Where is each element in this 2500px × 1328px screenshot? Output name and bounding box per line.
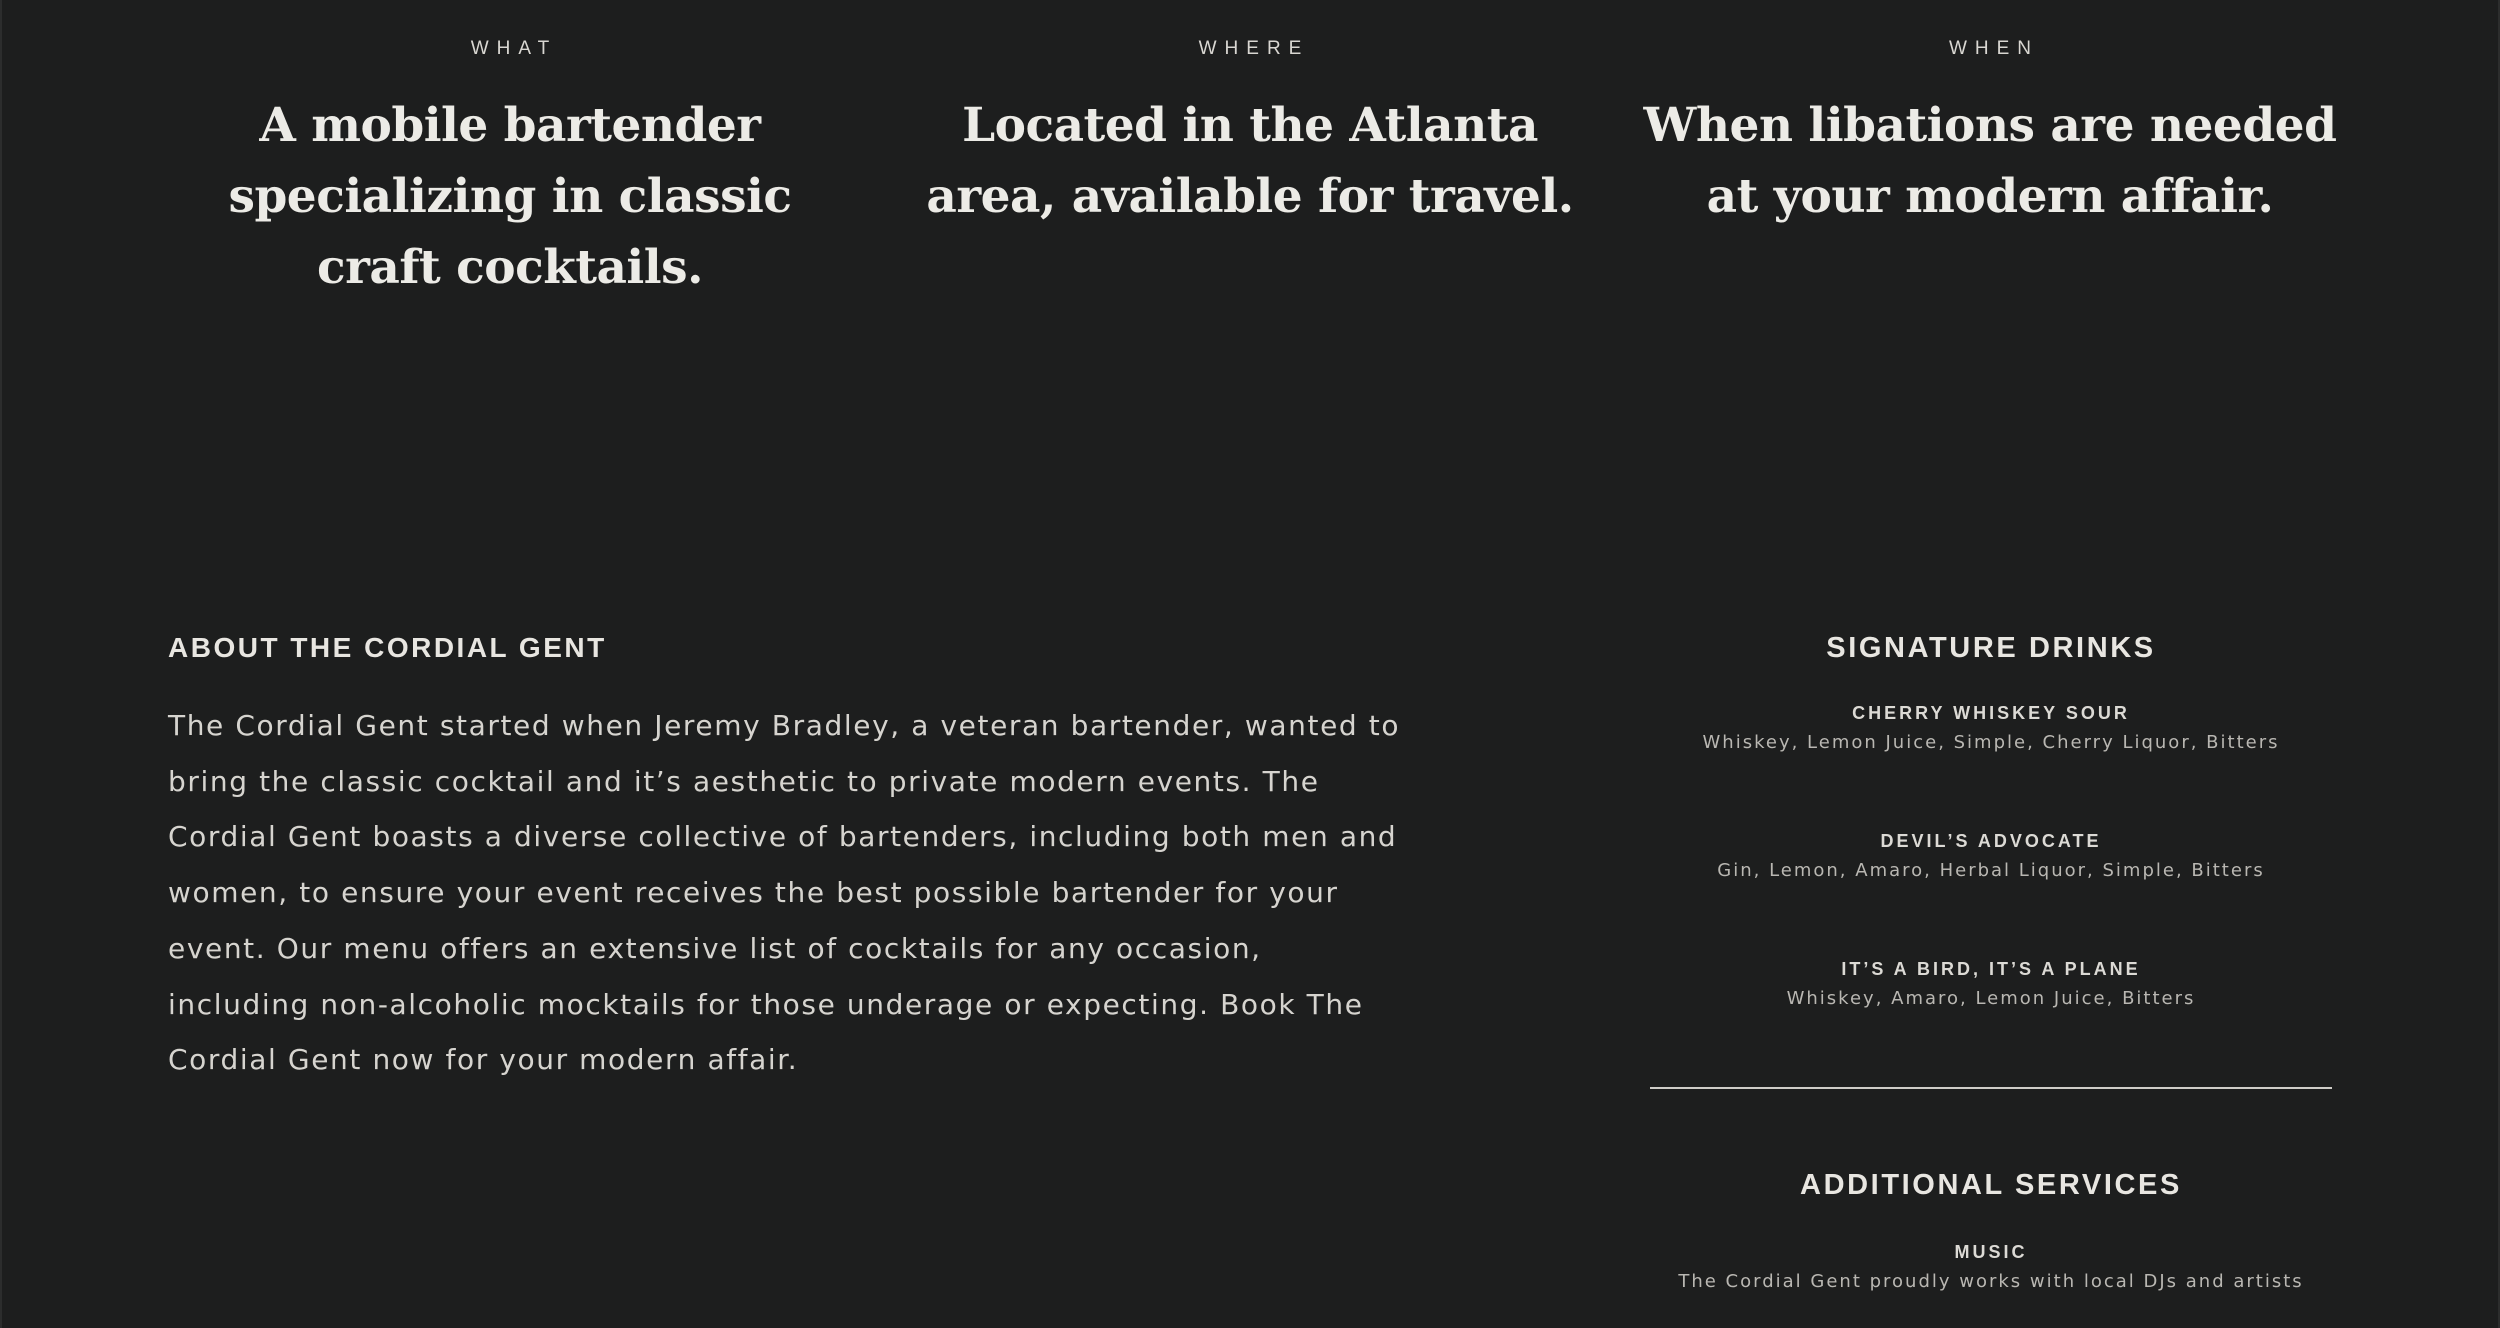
service-item (1650, 1240, 2332, 1294)
what-eyebrow: WHAT (470, 38, 558, 59)
left-frame-edge (0, 0, 2, 1328)
service-description: The Cordial Gent proudly works with local DJs and artists (1678, 1271, 2304, 1292)
intro-what (160, 38, 860, 303)
drink-name: DEVIL’S ADVOCATE (1880, 831, 2102, 851)
drink-ingredients: Whiskey, Amaro, Lemon Juice, Bitters (1786, 988, 2196, 1009)
when-eyebrow: WHEN (1948, 38, 2040, 59)
when-heading: When libations are needed at your modern affair. (1643, 98, 2337, 224)
menu-sidebar (1650, 632, 2332, 1294)
about-title: ABOUT THE CORDIAL GENT (168, 632, 607, 663)
drink-item (1650, 701, 2332, 755)
intro-where (900, 38, 1600, 232)
where-heading: Located in the Atlanta area, available for travel. (926, 98, 1574, 224)
where-eyebrow: WHERE (1198, 38, 1310, 59)
drink-name: IT’S A BIRD, IT’S A PLANE (1841, 959, 2141, 979)
about-body: The Cordial Gent started when Jeremy Bradley, a veteran bartender, wanted to bring the classic cocktail and it’s aesthetic to private modern events. The Cordial Gent boasts a diverse collective of bartenders, including both men and women, to ensure your event receives the best possible bartender for your event. Our menu offers an extensive list of cocktails for any occasion, including non-alcoholic mocktails for those underage or expecting. Book The Cordial Gent now for your modern affair. (168, 709, 1401, 1077)
signature-drinks-title: SIGNATURE DRINKS (1826, 632, 2156, 664)
drink-name: CHERRY WHISKEY SOUR (1852, 703, 2130, 723)
about-section (168, 632, 1408, 1088)
section-divider (1650, 1087, 2332, 1089)
service-name: MUSIC (1954, 1242, 2028, 1262)
intro-when (1640, 38, 2340, 232)
what-heading: A mobile bartender specializing in classic craft cocktails. (228, 98, 792, 295)
drink-item (1650, 957, 2332, 1011)
additional-services-title: ADDITIONAL SERVICES (1800, 1169, 2182, 1201)
drink-ingredients: Gin, Lemon, Amaro, Herbal Liquor, Simple, Bitters (1717, 860, 2265, 881)
drink-item (1650, 829, 2332, 883)
drink-ingredients: Whiskey, Lemon Juice, Simple, Cherry Liquor, Bitters (1702, 732, 2280, 753)
